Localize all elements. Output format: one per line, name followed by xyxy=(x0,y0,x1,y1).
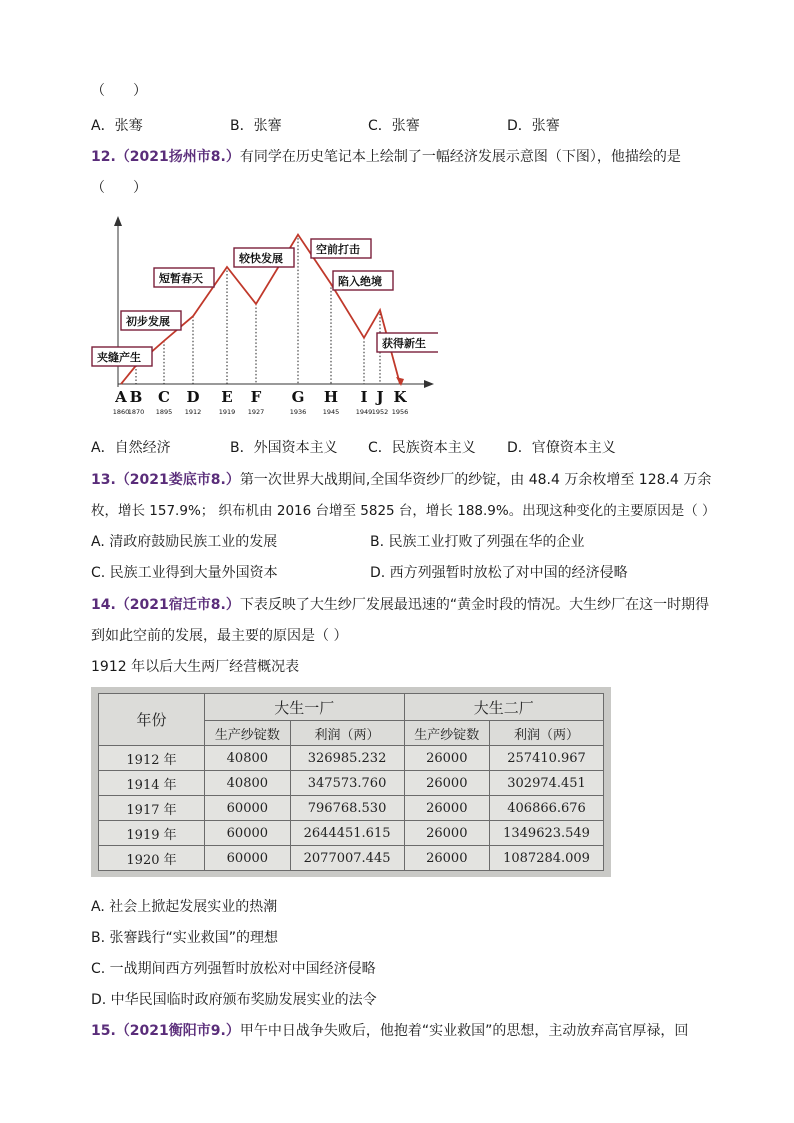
cell-spindles-2: 26000 xyxy=(404,746,490,771)
year-label-1927: 1927 xyxy=(247,408,265,416)
cell-year: 1919 年 xyxy=(99,821,205,846)
table-row xyxy=(99,746,604,771)
annotation-huode xyxy=(377,333,438,352)
cell-profit-2: 302974.451 xyxy=(490,771,604,796)
question-15-text: 甲午中日战争失败后，他抱着“实业救国”的思想，主动放弃高官厚禄，回 xyxy=(239,1023,689,1039)
cell-profit-1: 796768.530 xyxy=(290,796,404,821)
question-13 xyxy=(91,469,711,489)
header-group-1: 大生一厂 xyxy=(205,694,404,721)
question-12 xyxy=(91,146,681,166)
question-13-number: 13.（2021娄底市8.） xyxy=(91,472,240,488)
question-12-paren: （ ） xyxy=(91,180,147,196)
subheader-profit-2: 利润（两） xyxy=(490,721,604,746)
cell-profit-2: 406866.676 xyxy=(490,796,604,821)
cell-profit-1: 2644451.615 xyxy=(290,821,404,846)
question-14-text-2: 到如此空前的发展，最主要的原因是（ ） xyxy=(91,628,348,644)
cell-profit-2: 1349623.549 xyxy=(490,821,604,846)
year-label-1895: 1895 xyxy=(155,408,173,416)
prev-option-c[interactable]: C．张謇 xyxy=(368,118,420,134)
year-label-1945: 1945 xyxy=(322,408,340,416)
cell-spindles-2: 26000 xyxy=(404,796,490,821)
cell-spindles-2: 26000 xyxy=(404,846,490,871)
cell-year: 1912 年 xyxy=(99,746,205,771)
prev-question-paren: （ ） xyxy=(91,83,147,99)
cell-spindles-1: 40800 xyxy=(205,771,291,796)
point-label-i: I xyxy=(360,388,368,406)
q13-option-c[interactable]: C. 民族工业得到大量外国资本 xyxy=(91,565,278,581)
point-label-f: F xyxy=(250,388,262,406)
cell-profit-1: 2077007.445 xyxy=(290,846,404,871)
year-label-1860: 1860 xyxy=(112,408,130,416)
year-label-1919: 1919 xyxy=(218,408,236,416)
svg-text:陷入绝境: 陷入绝境 xyxy=(338,275,382,288)
question-13-text-1: 第一次世界大战期间,全国华资纱厂的纱锭，由 48.4 万余枚增至 128.4 万余 xyxy=(239,472,712,488)
header-year: 年份 xyxy=(99,694,205,746)
year-label-1956: 1956 xyxy=(391,408,409,416)
economic-development-chart xyxy=(88,212,438,422)
q12-option-b[interactable]: B．外国资本主义 xyxy=(230,440,338,456)
cell-profit-1: 347573.760 xyxy=(290,771,404,796)
annotation-jiaokuai xyxy=(234,248,294,267)
q13-option-a[interactable]: A. 清政府鼓励民族工业的发展 xyxy=(91,534,278,550)
question-14-number: 14.（2021宿迁市8.） xyxy=(91,597,240,613)
point-label-c: C xyxy=(158,388,170,406)
point-label-j: J xyxy=(376,388,384,406)
point-label-a: A xyxy=(115,388,127,406)
svg-text:获得新生: 获得新生 xyxy=(382,337,426,350)
svg-text:短暂春天: 短暂春天 xyxy=(159,272,203,285)
annotation-kongqian xyxy=(311,239,371,258)
q13-option-b[interactable]: B. 民族工业打败了列强在华的企业 xyxy=(370,534,585,550)
cell-year: 1917 年 xyxy=(99,796,205,821)
q12-option-c[interactable]: C．民族资本主义 xyxy=(368,440,476,456)
trend-end-arrow xyxy=(396,377,404,386)
cell-spindles-2: 26000 xyxy=(404,771,490,796)
subheader-spindles-1: 生产纱锭数 xyxy=(205,721,291,746)
question-14-text-1: 下表反映了大生纱厂发展最迅速的“黄金时段的情况。大生纱厂在这一时期得 xyxy=(239,597,710,613)
table-row xyxy=(99,821,604,846)
q14-option-d[interactable]: D. 中华民国临时政府颁布奖励发展实业的法令 xyxy=(91,992,377,1008)
q14-option-b[interactable]: B. 张謇践行“实业救国”的理想 xyxy=(91,930,279,946)
cell-spindles-1: 40800 xyxy=(205,746,291,771)
question-14 xyxy=(91,594,709,614)
question-13-text-2: 枚，增长 157.9%； 织布机由 2016 台增至 5825 台，增长 188.9%。出现这种变化的主要原因是（ ） xyxy=(91,503,716,519)
year-label-1870: 1870 xyxy=(127,408,145,416)
point-label-e: E xyxy=(221,388,233,406)
point-label-k: K xyxy=(393,388,407,406)
prev-option-a[interactable]: A．张骞 xyxy=(91,118,143,134)
dasheng-table xyxy=(98,693,604,871)
cell-profit-2: 257410.967 xyxy=(490,746,604,771)
point-label-d: D xyxy=(186,388,200,406)
point-label-b: B xyxy=(129,388,143,406)
q12-option-d[interactable]: D．官僚资本主义 xyxy=(507,440,616,456)
point-label-h: H xyxy=(323,388,339,406)
q14-option-a[interactable]: A. 社会上掀起发展实业的热潮 xyxy=(91,899,278,915)
svg-text:较快发展: 较快发展 xyxy=(239,252,283,265)
cell-spindles-1: 60000 xyxy=(205,796,291,821)
q14-option-c[interactable]: C. 一战期间西方列强暂时放松对中国经济侵略 xyxy=(91,961,376,977)
q13-option-d[interactable]: D. 西方列强暂时放松了对中国的经济侵略 xyxy=(370,565,628,581)
annotation-chubu xyxy=(121,311,181,330)
y-axis-arrow xyxy=(114,216,122,226)
cell-year: 1914 年 xyxy=(99,771,205,796)
x-axis-arrow xyxy=(424,380,434,388)
svg-text:夹缝产生: 夹缝产生 xyxy=(97,351,141,364)
subheader-spindles-2: 生产纱锭数 xyxy=(404,721,490,746)
year-label-1949: 1949 xyxy=(355,408,373,416)
cell-spindles-1: 60000 xyxy=(205,821,291,846)
table-row xyxy=(99,771,604,796)
prev-option-d[interactable]: D．张謇 xyxy=(507,118,560,134)
cell-profit-1: 326985.232 xyxy=(290,746,404,771)
header-group-2: 大生二厂 xyxy=(404,694,604,721)
year-label-1952: 1952 xyxy=(371,408,389,416)
year-label-1912: 1912 xyxy=(184,408,202,416)
cell-spindles-1: 60000 xyxy=(205,846,291,871)
cell-year: 1920 年 xyxy=(99,846,205,871)
point-label-g: G xyxy=(291,388,305,406)
cell-spindles-2: 26000 xyxy=(404,821,490,846)
annotation-jiafeng xyxy=(92,347,152,366)
cell-profit-2: 1087284.009 xyxy=(490,846,604,871)
year-label-1936: 1936 xyxy=(289,408,307,416)
q12-option-a[interactable]: A．自然经济 xyxy=(91,440,171,456)
question-15-number: 15.（2021衡阳市9.） xyxy=(91,1023,240,1039)
svg-text:初步发展: 初步发展 xyxy=(126,315,170,328)
annotation-duanzan xyxy=(154,268,214,287)
annotation-xianru xyxy=(333,271,393,290)
question-12-number: 12.（2021扬州市8.） xyxy=(91,149,240,165)
table-caption: 1912 年以后大生两厂经营概况表 xyxy=(91,659,300,675)
dasheng-table-photo xyxy=(91,687,611,877)
prev-option-b[interactable]: B．张謇 xyxy=(230,118,282,134)
question-15 xyxy=(91,1020,688,1040)
question-12-text: 有同学在历史笔记本上绘制了一幅经济发展示意图（下图），他描绘的是 xyxy=(239,149,681,165)
table-row xyxy=(99,846,604,871)
svg-text:空前打击: 空前打击 xyxy=(316,243,360,256)
subheader-profit-1: 利润（两） xyxy=(290,721,404,746)
table-row xyxy=(99,796,604,821)
